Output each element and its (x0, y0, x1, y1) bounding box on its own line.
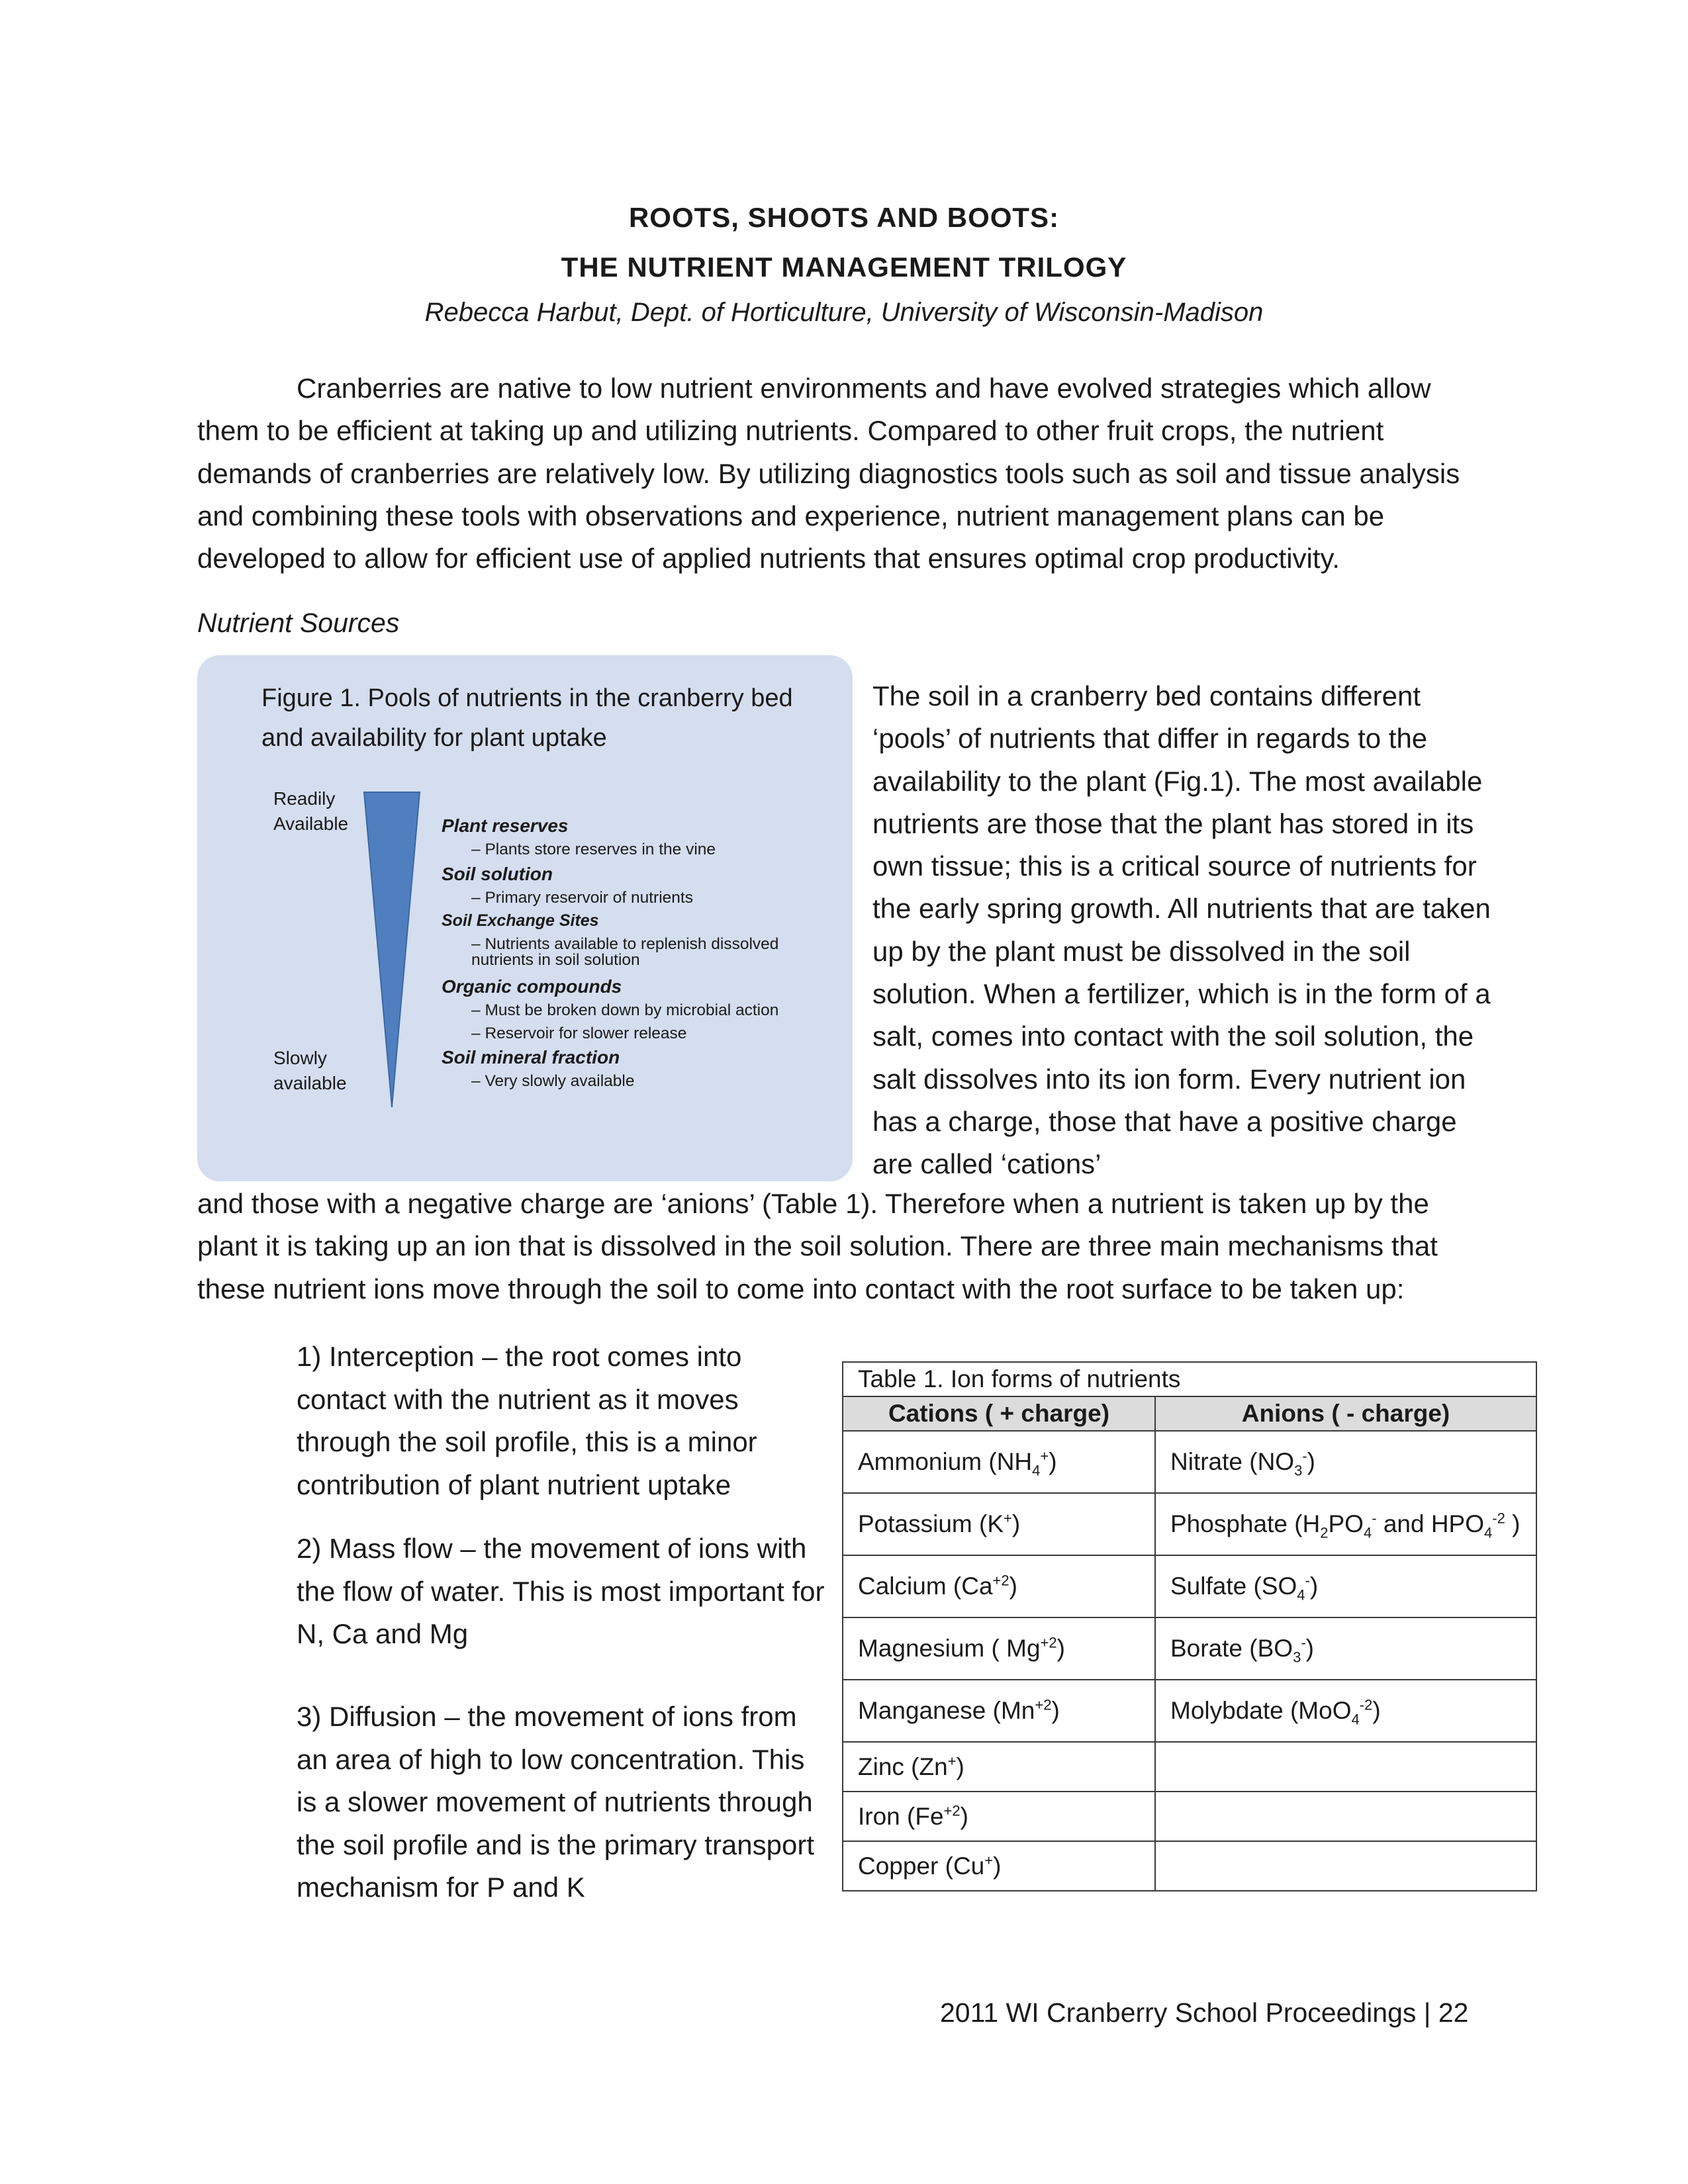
pool-detail: – Reservoir for slower release (471, 1024, 687, 1042)
figure-caption: Figure 1. Pools of nutrients in the cranberry bed and availability for plant uptake (261, 684, 793, 752)
cation-cell: Magnesium ( $Mg^{+2}$) (843, 1617, 1155, 1680)
anions-header: Anions ( - charge) (1155, 1396, 1536, 1431)
cations-header: Cations ( + charge) (843, 1396, 1155, 1431)
pool-heading: Plant reserves (442, 815, 569, 836)
cation-cell: Ammonium $(NH_4^+)$ (843, 1431, 1155, 1493)
pool-heading: Soil mineral fraction (442, 1047, 620, 1068)
anion-cell: Nitrate $(NO_3^-)$ (1155, 1431, 1536, 1493)
author-line: Rebecca Harbut, Dept. of Horticulture, University of Wisconsin-Madison (424, 298, 1264, 327)
empty-cell (1155, 1742, 1536, 1792)
anion-cell: Borate $(BO_3^-)$ (1155, 1617, 1536, 1680)
pool-detail: – Nutrients available to replenish dissolved nutrients in soil solution (471, 935, 779, 969)
mechanism-interception: 1) Interception – the root comes into contact with the nutrient as it moves through the soil profile, this is a minor contribution of plant nutrient uptake (297, 1341, 757, 1500)
ion-forms-table (842, 1361, 1537, 1891)
empty-cell (1155, 1792, 1536, 1841)
nutrient-pools-paragraph: The soil in a cranberry bed contains different ‘pools’ of nutrients that differ in regards to the availability to the plant (Fig.1). The most available nutrients are those that the plant has stored in its own tissue; this is a critical source of nutrients for the early spring growth. All nutrients that are taken up by the plant must be dissolved in the soil solution. When a fertilizer, which is in the form of a salt, comes into contact with the soil solution, the salt dissolves into its ion form. Every nutrient ion has a charge, those that have a positive charge are called ‘cations’ (872, 680, 1491, 1180)
pool-detail: – Plants store reserves in the vine (471, 841, 716, 858)
cation-cell: Zinc (Zn+) (843, 1742, 1155, 1792)
table-row (843, 1431, 1536, 1493)
ion-uptake-paragraph: and those with a negative charge are ‘anions’ (Table 1). Therefore when a nutrient is taken up by the plant it is taking up an ion that is dissolved in the soil solution. There are three main mechanisms that these nutrient ions move through the soil to come into contact with the root surface to be taken up: (197, 1188, 1438, 1304)
pool-heading: Soil Exchange Sites (442, 911, 599, 930)
cation-cell: Iron $(Fe^{+2})$ (843, 1792, 1155, 1841)
section-heading: Nutrient Sources (197, 608, 400, 638)
pool-detail: – Must be broken down by microbial action (471, 1001, 779, 1019)
readily-available-label: Readily Available (273, 788, 349, 834)
intro-paragraph: Cranberries are native to low nutrient environments and have evolved strategies which allow them to be efficient at taking up and utilizing nutrients. Compared to other fruit crops, the nutrient demands of cranberries are relatively low. By utilizing diagnostics tools such as soil and tissue analysis and combining these tools with observations and experience, nutrient management plans can be developed to allow for efficient use of applied nutrients that ensures optimal crop productivity. (197, 373, 1460, 574)
page-title: ROOTS, SHOOTS AND BOOTS: (628, 202, 1060, 233)
cation-cell: Copper (Cu+) (843, 1841, 1155, 1891)
pool-heading: Soil solution (442, 864, 553, 884)
cation-cell: Calcium $(Ca^{+2})$ (843, 1555, 1155, 1617)
table-row (843, 1680, 1536, 1742)
table-row (843, 1792, 1536, 1841)
anion-cell: Phosphate ($H_2PO_4^-$ and $HPO_4^{-2}$ ) (1155, 1493, 1536, 1555)
cation-cell: Manganese $(Mn^{+2})$ (843, 1680, 1155, 1742)
table-caption: Table 1. Ion forms of nutrients (843, 1362, 1536, 1396)
mechanism-diffusion: 3) Diffusion – the movement of ions from an area of high to low concentration. This is a slower movement of nutrients through the soil profile and is the primary transport mechanism for P and K (297, 1701, 815, 1903)
cation-cell: Potassium (K+) (843, 1493, 1155, 1555)
availability-wedge (363, 791, 421, 1109)
table-row (843, 1617, 1536, 1680)
table-row (843, 1555, 1536, 1617)
empty-cell (1155, 1841, 1536, 1891)
page-footer: 2011 WI Cranberry School Proceedings | 22 (940, 1997, 1469, 2028)
mechanism-mass-flow: 2) Mass flow – the movement of ions with the flow of water. This is most important for N, Ca and Mg (297, 1533, 825, 1649)
page-subtitle: THE NUTRIENT MANAGEMENT TRILOGY (561, 251, 1127, 283)
table-row (843, 1742, 1536, 1792)
slowly-available-label: Slowly available (273, 1048, 347, 1093)
pool-detail: – Primary reservoir of nutrients (471, 889, 693, 907)
anion-cell: Molybdate (MoO$_4^{-2}$) (1155, 1680, 1536, 1742)
table-row (843, 1841, 1536, 1891)
table-row (843, 1493, 1536, 1555)
pool-heading: Organic compounds (442, 976, 622, 997)
pool-detail: – Very slowly available (471, 1072, 635, 1090)
anion-cell: Sulfate $(SO_4^-)$ (1155, 1555, 1536, 1617)
